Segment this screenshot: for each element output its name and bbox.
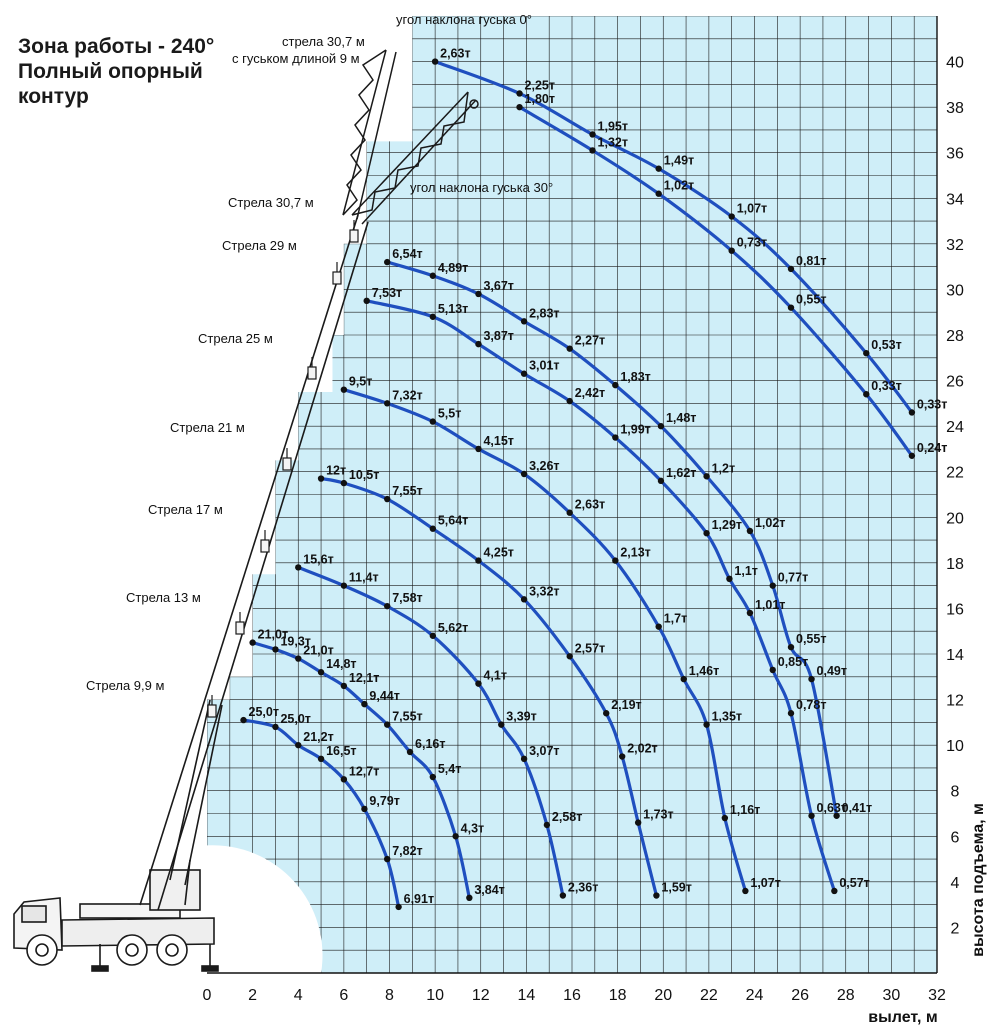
load-value-label: 11,4т [348,570,379,585]
load-value-label: 1,80т [524,92,555,107]
x-axis-label: вылет, м [868,1009,938,1026]
boom-label: Стрела 21 м [170,420,245,435]
load-point [318,669,324,675]
load-value-label: 6,54т [392,247,423,262]
load-point [498,721,504,727]
load-value-label: 25,0т [280,711,311,726]
load-value-label: 1,35т [711,709,743,724]
load-value-label: 3,01т [529,358,560,373]
jib-label: стрела 30,7 м [282,34,365,49]
load-value-label: 6,91т [403,891,435,906]
load-point [742,888,748,894]
load-point [341,386,347,392]
load-value-label: 4,3т [460,821,485,836]
load-point [655,191,661,197]
load-value-label: 2,63т [574,497,606,512]
load-value-label: 1,1т [734,563,758,578]
load-point [430,418,436,424]
load-point [430,633,436,639]
load-point [516,104,522,110]
load-point [341,582,347,588]
y-tick-label: 4 [950,874,960,892]
load-value-label: 10,5т [348,468,380,483]
load-value-label: 1,95т [597,119,628,134]
x-tick-label: 30 [882,987,901,1004]
load-point [863,391,869,397]
load-value-label: 9,44т [369,689,400,704]
load-point [384,400,390,406]
load-point [363,298,369,304]
jib-label: угол наклона гуська 30° [410,180,554,195]
y-tick-label: 14 [946,647,964,664]
load-value-label: 21,0т [257,627,289,642]
load-value-label: 1,29т [711,518,743,533]
load-value-label: 12т [326,463,347,478]
load-point [788,644,794,650]
load-point [831,888,837,894]
load-value-label: 7,82т [392,844,423,859]
load-point [318,756,324,762]
hook-icon [333,272,341,284]
y-tick-label: 32 [946,236,964,254]
load-point [384,496,390,502]
load-value-label: 1,01т [754,597,786,612]
load-value-label: 1,83т [620,370,651,385]
load-value-label: 9,5т [348,374,373,389]
load-point [452,833,458,839]
load-value-label: 1,7т [663,611,688,626]
load-value-label: 3,67т [483,278,514,293]
load-value-label: 2,25т [524,78,555,93]
y-tick-label: 38 [946,100,964,118]
boom-label: Стрела 9,9 м [86,678,165,693]
load-point [361,806,367,812]
load-value-label: 7,53т [371,285,403,300]
load-point [612,434,618,440]
load-point [612,382,618,388]
load-point [341,776,347,782]
x-tick-label: 18 [608,987,627,1004]
load-value-label: 5,13т [437,301,469,316]
load-point [432,58,438,64]
y-tick-label: 34 [946,191,964,209]
load-value-label: 6,16т [415,736,446,751]
load-point [384,856,390,862]
load-value-label: 2,27т [574,333,606,348]
load-point [295,655,301,661]
load-value-label: 0,41т [841,800,873,815]
load-value-label: 15,6т [303,552,334,567]
load-value-label: 0,33т [916,397,948,412]
load-point [567,345,573,351]
load-value-label: 3,07т [529,743,560,758]
load-value-label: 19,3т [280,634,311,649]
load-value-label: 16,5т [326,743,357,758]
load-value-label: 0,24т [916,440,948,455]
load-value-label: 1,49т [663,153,695,168]
load-value-label: 5,5т [437,406,462,421]
load-value-label: 2,42т [574,386,606,401]
y-tick-label: 26 [946,373,964,391]
load-value-label: 1,07т [736,201,768,216]
load-point [909,453,915,459]
title-line-3: контур [18,85,89,108]
load-value-label: 0,81т [796,253,827,268]
load-point [384,603,390,609]
load-point [361,701,367,707]
hook-icon [261,540,269,552]
load-value-label: 4,25т [483,545,514,560]
load-point [295,564,301,570]
load-value-label: 1,2т [711,461,736,476]
load-value-label: 1,07т [750,875,781,890]
load-point [658,423,664,429]
load-value-label: 5,4т [437,762,462,777]
load-value-label: 0,85т [777,654,809,669]
x-tick-label: 2 [248,987,258,1004]
load-value-label: 1,73т [643,807,674,822]
boom-label: Стрела 30,7 м [228,195,314,210]
load-point [295,742,301,748]
load-value-label: 1,48т [665,411,697,426]
x-tick-label: 0 [202,987,212,1004]
y-tick-label: 2 [950,920,960,938]
y-tick-label: 10 [946,738,964,756]
load-value-label: 9,79т [369,793,400,808]
load-point [475,680,481,686]
load-value-label: 1,16т [729,803,761,818]
load-point [612,557,618,563]
jib-label: угол наклона гуська 0° [396,12,532,27]
load-value-label: 7,58т [392,591,423,606]
load-point [808,676,814,682]
load-value-label: 4,15т [483,433,514,448]
load-point [430,273,436,279]
load-point [728,247,734,253]
load-point [475,341,481,347]
load-value-label: 21,0т [303,643,334,658]
load-point [619,753,625,759]
load-point [681,676,687,682]
load-value-label: 1,32т [597,135,628,150]
load-value-label: 3,87т [483,329,514,344]
x-tick-label: 8 [385,987,394,1004]
load-value-label: 0,33т [871,379,902,394]
load-point [544,822,550,828]
y-tick-label: 18 [946,555,964,573]
load-point [655,623,661,629]
load-value-label: 5,62т [437,620,469,635]
boom-label: Стрела 25 м [198,331,273,346]
load-value-label: 0,73т [736,235,768,250]
jib-label: с гуськом длиной 9 м [232,51,360,66]
boom-label: Стрела 29 м [222,238,297,253]
load-value-label: 1,46т [688,664,720,679]
load-point [567,398,573,404]
load-value-label: 2,63т [440,46,471,61]
boom-label: Стрела 17 м [148,502,223,517]
title-line-1: Зона работы - 240° [18,35,215,58]
load-point [249,639,255,645]
load-value-label: 7,32т [392,388,423,403]
load-value-label: 14,8т [326,657,357,672]
load-value-label: 3,84т [474,882,505,897]
load-point [384,721,390,727]
y-tick-label: 12 [946,692,964,710]
load-value-label: 0,55т [796,632,827,647]
load-point [341,480,347,486]
load-value-label: 2,83т [529,306,560,321]
load-point [466,895,472,901]
load-point [770,582,776,588]
load-value-label: 4,1т [483,668,507,683]
load-point [788,266,794,272]
load-point [516,90,522,96]
load-point [341,683,347,689]
load-value-label: 2,02т [627,741,658,756]
load-point [703,473,709,479]
load-point [560,892,566,898]
load-point [430,774,436,780]
load-value-label: 1,02т [663,178,695,193]
load-point [475,557,481,563]
load-point [589,131,595,137]
y-tick-label: 22 [946,464,964,482]
load-point [475,446,481,452]
load-point [318,475,324,481]
load-value-label: 0,49т [816,664,847,679]
load-point [703,721,709,727]
load-point [475,291,481,297]
load-point [909,409,915,415]
load-value-label: 2,58т [551,809,583,824]
hook-icon [350,230,358,242]
load-point [722,815,728,821]
load-value-label: 12,1т [348,670,380,685]
load-point [747,528,753,534]
x-tick-label: 26 [791,987,810,1004]
load-point [703,530,709,536]
load-value-label: 1,99т [620,422,651,437]
load-point [567,510,573,516]
load-value-label: 2,13т [620,545,651,560]
x-tick-label: 16 [563,987,581,1004]
y-tick-label: 24 [946,419,964,437]
hook-icon [208,705,216,717]
load-point [747,610,753,616]
x-tick-label: 4 [293,987,303,1004]
load-value-label: 3,39т [506,709,537,724]
x-tick-label: 32 [928,987,946,1004]
load-value-label: 0,78т [796,698,827,713]
boom-label: Стрела 13 м [126,590,201,605]
load-value-label: 2,36т [567,880,599,895]
load-value-label: 1,62т [665,465,697,480]
load-value-label: 3,32т [529,584,560,599]
x-tick-label: 22 [699,987,718,1004]
load-value-label: 2,19т [611,698,642,713]
load-value-label: 25,0т [248,705,279,720]
load-point [770,667,776,673]
load-point [726,576,732,582]
load-value-label: 2,57т [574,641,606,656]
y-tick-label: 6 [950,829,960,847]
x-tick-label: 28 [836,987,855,1004]
hook-icon [236,622,244,634]
x-tick-label: 10 [426,987,445,1004]
x-tick-label: 12 [471,987,490,1004]
load-value-label: 1,02т [754,515,786,530]
load-point [521,318,527,324]
load-value-label: 5,64т [437,513,469,528]
x-tick-label: 20 [654,987,673,1004]
load-value-label: 0,55т [796,292,827,307]
load-value-label: 1,59т [661,880,692,895]
load-point [521,471,527,477]
load-point [272,724,278,730]
load-value-label: 0,57т [839,875,870,890]
y-tick-label: 40 [946,54,964,72]
load-value-label: 0,53т [871,338,902,353]
load-point [788,710,794,716]
load-value-label: 4,89т [437,260,469,275]
load-point [808,813,814,819]
hook-icon [283,458,291,470]
y-tick-label: 20 [946,510,964,528]
x-tick-label: 14 [517,987,536,1004]
load-value-label: 21,2т [303,730,334,745]
y-tick-label: 30 [946,282,964,300]
load-point [635,819,641,825]
load-point [395,904,401,910]
load-point [521,596,527,602]
load-point [788,304,794,310]
load-point [384,259,390,265]
load-value-label: 7,55т [392,709,423,724]
load-point [521,371,527,377]
load-point [603,710,609,716]
y-tick-label: 8 [950,783,960,801]
y-tick-label: 28 [946,328,964,345]
load-point [430,314,436,320]
load-value-label: 12,7т [348,764,380,779]
y-tick-label: 16 [946,601,964,619]
y-tick-label: 36 [946,145,964,163]
load-point [240,717,246,723]
load-point [430,525,436,531]
load-value-label: 0,77т [777,570,809,585]
y-axis-label: высота подъема, м [970,803,987,957]
load-value-label: 0,63т [816,800,847,815]
load-point [863,350,869,356]
load-point [658,478,664,484]
load-point [521,756,527,762]
load-point [655,165,661,171]
load-value-label: 3,26т [529,458,560,473]
title-line-2: Полный опорный [18,60,203,83]
load-point [589,147,595,153]
hook-icon [308,367,316,379]
load-value-label: 7,55т [392,484,423,499]
grid-area [207,16,937,973]
load-point [728,213,734,219]
x-tick-label: 24 [745,987,764,1004]
x-tick-label: 6 [339,987,349,1004]
load-point [653,892,659,898]
load-point [272,646,278,652]
load-point [567,653,573,659]
load-point [407,749,413,755]
